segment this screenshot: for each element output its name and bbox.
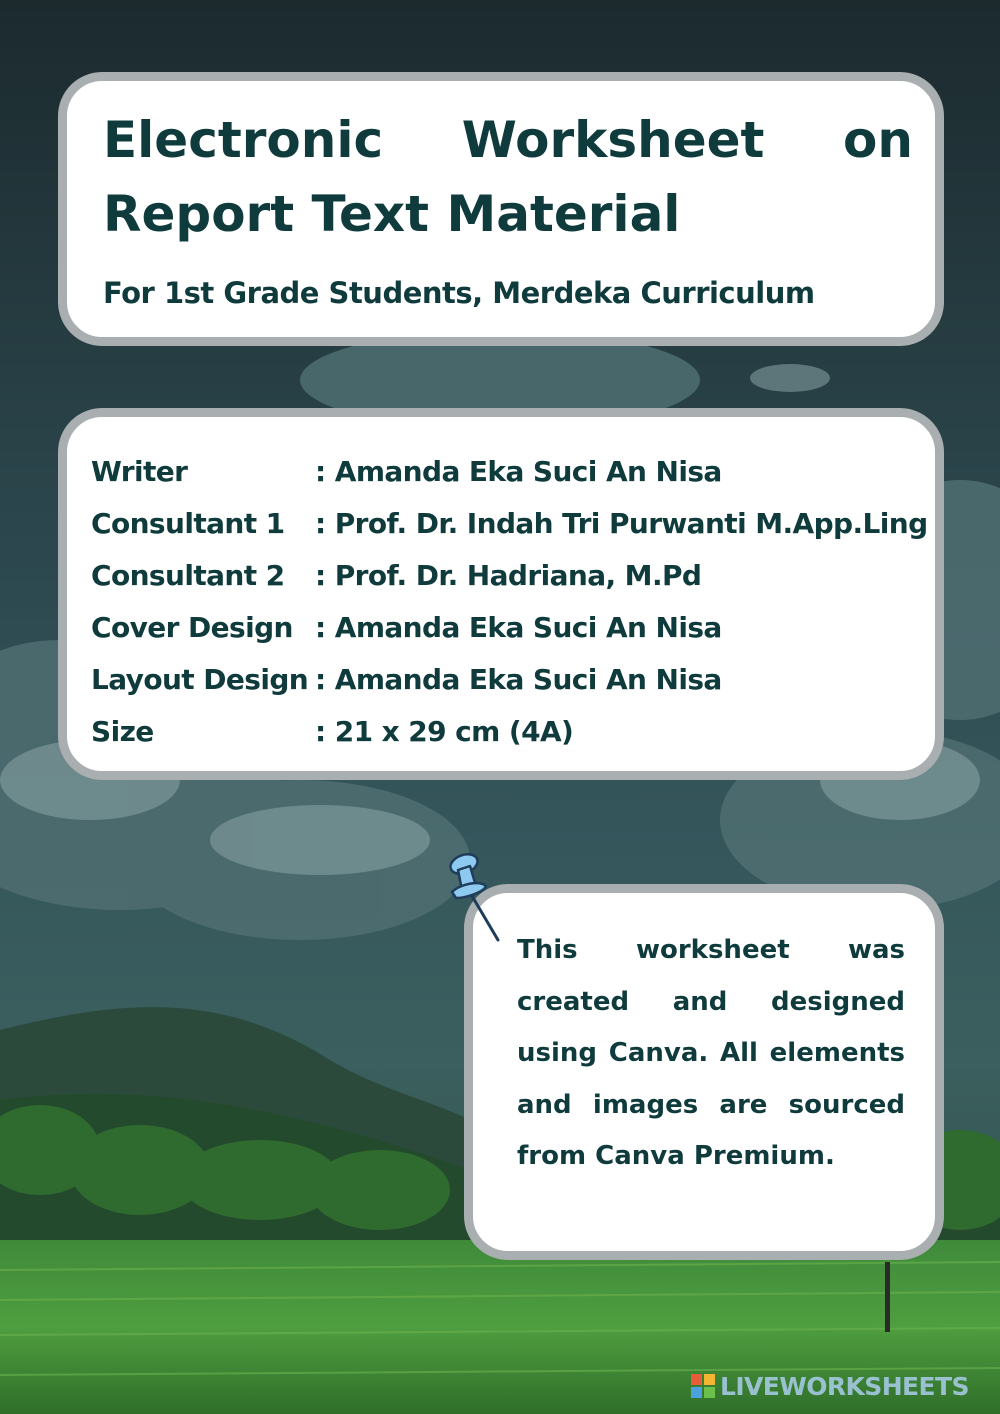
credit-value: : Prof. Dr. Hadriana, M.Pd (315, 559, 702, 592)
credits-card (58, 408, 944, 780)
credit-label: Layout Design (91, 663, 309, 696)
credit-label: Consultant 1 (91, 507, 285, 540)
watermark-text: LIVEWORKSHEETS (720, 1372, 969, 1401)
note-card (464, 884, 944, 1260)
page-title: Electronic Worksheet on Report Text Material (103, 111, 913, 243)
credit-value: : Amanda Eka Suci An Nisa (315, 455, 722, 488)
note-text: This worksheet was created and designed using Canva. All elements and images are sourced from Canva Premium. (517, 935, 905, 1171)
title-card (58, 72, 944, 346)
credit-label: Consultant 2 (91, 559, 285, 592)
credit-label: Cover Design (91, 611, 293, 644)
credit-label: Writer (91, 455, 188, 488)
credit-label: Size (91, 715, 154, 748)
page-subtitle: For 1st Grade Students, Merdeka Curriculum (103, 276, 815, 310)
credit-value: : Amanda Eka Suci An Nisa (315, 663, 722, 696)
credit-value: : Prof. Dr. Indah Tri Purwanti M.App.Ling (315, 507, 928, 540)
pushpin-icon (440, 848, 510, 944)
credit-value: : Amanda Eka Suci An Nisa (315, 611, 722, 644)
credit-value: : 21 x 29 cm (4A) (315, 715, 574, 748)
liveworksheets-logo-icon (690, 1373, 716, 1399)
watermark (690, 1372, 990, 1406)
